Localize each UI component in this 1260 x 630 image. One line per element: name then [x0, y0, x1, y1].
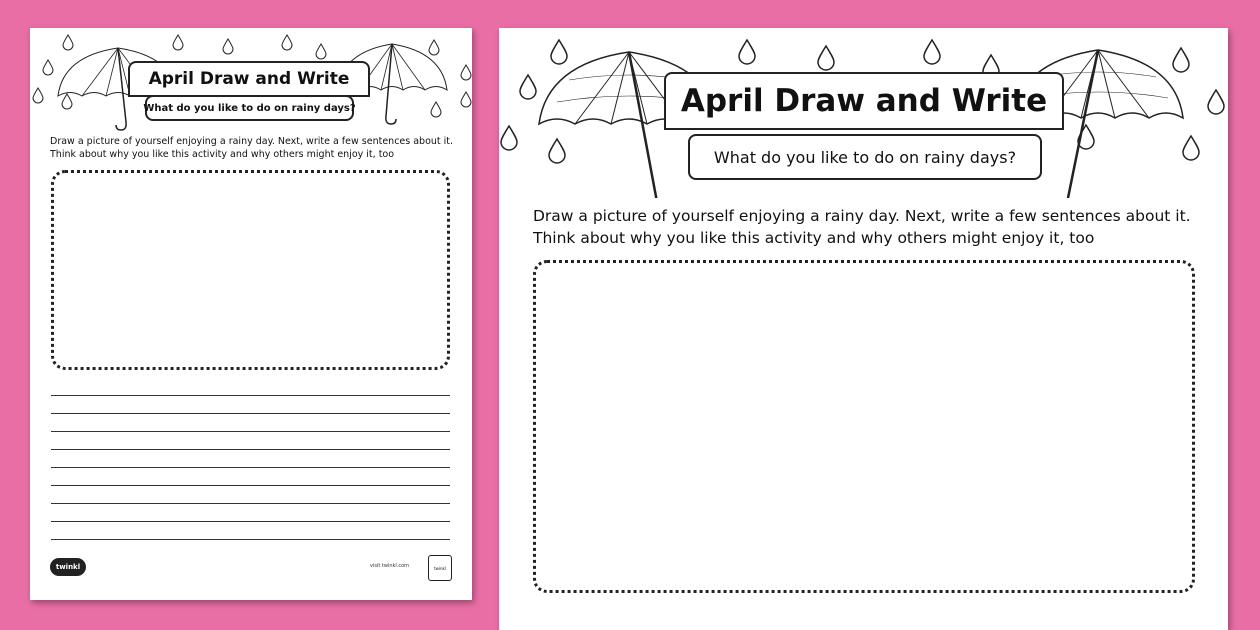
instruction-line: Think about why you like this activity and why others might enjoy it, too — [533, 229, 1095, 247]
writing-line — [51, 467, 450, 468]
worksheet-subtitle: What do you like to do on rainy days? — [688, 134, 1042, 180]
worksheet-title: April Draw and Write — [664, 72, 1064, 130]
worksheet-zoomed — [499, 28, 1228, 630]
instructions — [50, 136, 453, 161]
writing-line — [51, 431, 450, 432]
worksheet-thumbnail — [30, 28, 472, 600]
drawing-area — [51, 170, 450, 370]
footer-url: visit twinkl.com — [370, 563, 410, 569]
writing-line — [51, 449, 450, 450]
twinkl-logo: twinkl — [50, 558, 86, 576]
instruction-line: Draw a picture of yourself enjoying a rainy day. Next, write a few sentences about it. — [50, 136, 454, 147]
writing-line — [51, 521, 450, 522]
instruction-line: Draw a picture of yourself enjoying a rainy day. Next, write a few sentences about it. — [533, 207, 1191, 225]
writing-line — [51, 485, 450, 486]
footer-badge: twinkl — [428, 555, 452, 581]
instruction-line: Think about why you like this activity and why others might enjoy it, too — [50, 148, 395, 160]
writing-lines — [51, 395, 450, 557]
writing-line — [51, 503, 450, 504]
writing-line — [51, 539, 450, 540]
writing-line — [51, 413, 450, 414]
worksheet-title: April Draw and Write — [128, 61, 370, 97]
drawing-area — [533, 260, 1195, 593]
writing-line — [51, 395, 450, 396]
worksheet-subtitle: What do you like to do on rainy days? — [145, 95, 354, 121]
instructions — [533, 205, 1191, 249]
